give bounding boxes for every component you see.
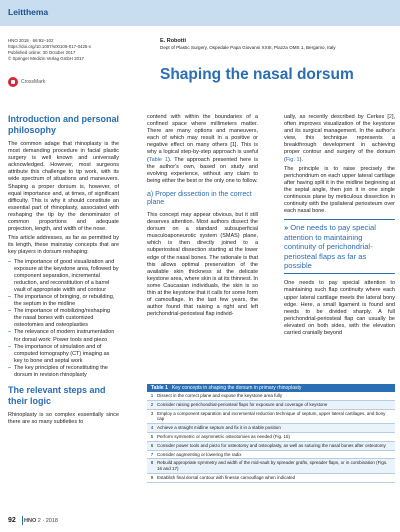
table-ref-link[interactable]: Table 1 <box>148 156 169 163</box>
row-number: 3 <box>150 410 154 416</box>
paragraph-text: ually, as recently described by Cerkes [ <box>284 114 389 120</box>
crossmark-label: CrossMark <box>21 79 46 85</box>
crossmark-badge[interactable] <box>8 76 68 88</box>
subheading-dissection: a) Proper dissection in the correct plane <box>147 190 252 207</box>
list-item: – The relevance of modern instrumentation for dorsal work: Power tools and piezo <box>14 329 119 343</box>
row-number: 8 <box>150 460 154 466</box>
row-text: Consider power tools and piezo for osteotomy and osteoplasty, as well as suturing the nasal bones after osteotomy <box>157 442 386 448</box>
list-item: – The key principles of reconstituting the dorsum in revision rhinoplasty <box>14 365 119 379</box>
article-title: Shaping the nasal dorsum <box>160 66 354 83</box>
table-1 <box>147 384 395 504</box>
paragraph: One needs to pay special attention to maintaining such flap continuity where each upper lateral cartilage meets the lateral bony edge. Here, a small ligament is found and needs to be divided sharply. A full perichondrial-periosteal flap can usually be elevated on both sides, with the elevation carried cranially beyond <box>284 280 395 336</box>
copyright: © Springer Medizin Verlag GmbH 2017 <box>8 56 84 61</box>
pull-quote <box>284 219 395 274</box>
row-number: 6 <box>150 442 154 448</box>
section-heading-intro: Introduction and personal philosophy <box>8 114 119 135</box>
row-number: 1 <box>150 393 154 398</box>
section-label: Leitthema <box>8 7 49 17</box>
journal-issue-footer: 2 · 2018 <box>37 518 58 524</box>
paragraph-text: ], often improves visualization of the keystone and its surgical management. In the author's view, this technique represents a breakthrough development in achieving proper contour and surgery of the dorsum ( <box>284 114 395 163</box>
journal-name: HNO <box>24 518 37 524</box>
table-caption-text: Key concepts in shaping the dorsum in primary rhinoplasty <box>171 385 302 391</box>
row-text: Establish final dorsal contour with finesse camouflage when indicated <box>157 474 296 480</box>
list-item: – The importance of bringing, or rebuilding, the septum in the midline <box>14 294 119 308</box>
footer-divider <box>22 516 23 525</box>
row-text: Employ a component separation and incremental reduction technique of septum, upper lateral cartilages, and bony cap <box>157 410 386 422</box>
paragraph <box>147 114 258 185</box>
table-row <box>147 442 395 451</box>
section-heading-steps: The relevant steps and their logic <box>8 385 106 406</box>
row-number: 4 <box>150 425 154 431</box>
table-row <box>147 451 395 460</box>
table-row <box>147 401 395 410</box>
table-row <box>147 424 395 433</box>
paragraph <box>284 114 395 164</box>
row-number: 7 <box>150 451 154 457</box>
paragraph-text: contend with within the boundaries of a confined space where millimeters matter. There are many options and maneuvers, each of which may result in a positive or negative effect on many others [1]. This is why a logical step-by-step approach is useful ( <box>147 114 258 163</box>
page-footer <box>0 512 400 532</box>
journal-issue: HNO 2018 · 66:92–102 <box>8 38 54 43</box>
row-text: Consider raising perichondrial-periosteal flaps for exposure and coverage of keystone <box>157 401 328 407</box>
paragraph: This article addresses, as far as permitted by its length, these mainstay concepts that are key players in dorsum reshaping: <box>8 235 119 256</box>
table-row <box>147 433 395 442</box>
row-text: Dissect in the correct plane and expose the keystone area fully <box>157 393 283 398</box>
author-block <box>160 38 392 51</box>
row-text: Perform symmetric or asymmetric osteotomies as needed (Fig. 15) <box>157 433 291 439</box>
table-row <box>147 474 395 483</box>
journal-footer <box>24 518 58 524</box>
list-item: – The importance of mobilizing/reshaping the nasal bones with customized osteotomies and osteoplasties <box>14 308 119 329</box>
double-chevron-icon: » <box>284 223 289 233</box>
page-number: 92 <box>8 517 16 524</box>
paragraph: The common adage that rhinoplasty is the most demanding procedure in facial plastic surgery is well known and universally acknowledged. However, most surgeons attribute this challenge to tip work, with its wide spectrum of situations and maneuvers. Shaping a proper dorsum is, however, of equal importance and, at times, of significant difficulty. This is why it should constitute an essential part of rhinoplasty, associated with reshaping the tip by the denominator of common proportions and adequate projection, length, and width of the nose. <box>8 141 119 233</box>
key-concepts-list <box>8 259 119 380</box>
crossmark-icon <box>8 77 18 87</box>
list-item: – The importance of good visualization and exposure at the keystone area, followed by component separation, incremental reduction, and reconstitution of a barrel vault of appropriate width and contour <box>14 259 119 294</box>
table-row <box>147 410 395 425</box>
table-body <box>147 392 395 483</box>
row-text: Achieve a straight midline septum and fix it in a stable position <box>157 425 281 431</box>
paragraph: The principle is to raise precisely the perichondrium on each upper lateral cartilage after having split it in the midline beginning at the septal angle, then join it in one single continuous plane by meticulous dissection in continuity with the ipsilateral periosteum over each nasal bone. <box>284 165 395 215</box>
section-banner <box>0 0 400 26</box>
paragraph: Rhinoplasty is so complex essentially since there are so many subtleties to <box>8 412 119 426</box>
article-meta <box>8 38 148 62</box>
paragraph: This concept may appear obvious, but it still deserves attention. Most authors dissect the dorsum on a standard subsuperficial musculoaponeurotic system (SMAS) plane, which is then directly joined to a subperiosteal dissection starting at the lower edge of the nasal bones. The rationale is that this allows optimal preservation of the available skin thickness at the delicate keystone area, where skin is at its thinnest. In some Caucasian individuals, the skin is so thin at the keystone that it calls for some form of camouflage. In the last few years, the author found that raising a right and left perichondrial-periosteal flap individ- <box>147 211 258 318</box>
author-affiliation: Dept of Plastic Surgery, Ospedale Papa Giovanni XXIII, Piazza OMS 1, Bergamo, Italy <box>160 44 336 50</box>
row-number: 9 <box>150 474 154 480</box>
row-number: 5 <box>150 433 154 439</box>
paragraph-text: ). The approach presented here is the author's own, based on study and evolving experience, without any claim to being either the best or the only one to follow. <box>147 156 258 184</box>
column-1 <box>8 114 119 514</box>
list-item: – The importance of simulation and of computed tomography (CT) imaging as key to bone and septal work <box>14 344 119 365</box>
pull-quote-text: One needs to pay special attention to maintaining continuity of perichondrial-periosteal flaps as far as possible <box>284 223 376 270</box>
row-text: Rebuild appropriate symmetry and width of the mid-vault by spreader grafts, spreader flaps, or in combination (Figs. 16 and 17) <box>157 460 388 472</box>
doi-link[interactable]: https://doi.org/10.1007/s00106-017-0425-x <box>8 44 91 49</box>
table-label: Table 1 <box>151 385 168 391</box>
row-number: 2 <box>150 401 154 407</box>
figure-ref-link[interactable]: Fig. 1 <box>285 156 300 163</box>
paragraph-text: ). <box>299 156 303 163</box>
table-row <box>147 459 395 474</box>
row-text: Consider augmenting or lowering the radix <box>157 451 242 457</box>
citation-link[interactable]: 2 <box>388 114 392 120</box>
table-row <box>147 392 395 401</box>
table-caption <box>147 384 395 392</box>
published-date: Published online: 30 October 2017 <box>8 50 76 55</box>
author-name: E. Robotti <box>160 38 186 44</box>
